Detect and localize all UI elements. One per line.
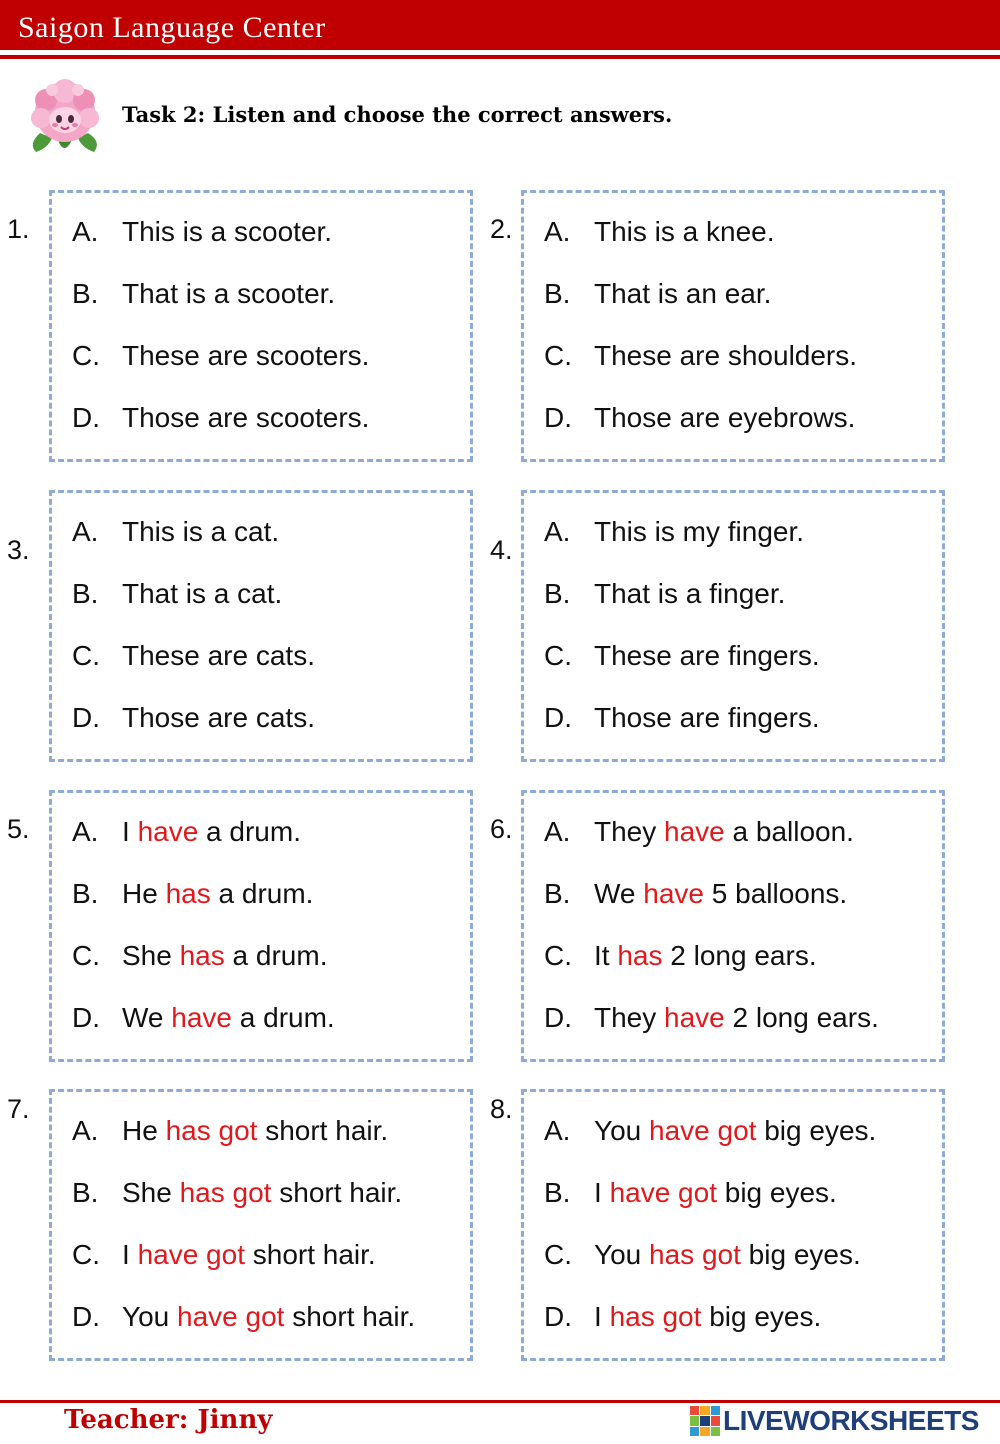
option-letter: A. xyxy=(544,216,571,247)
option-letter: B. xyxy=(544,278,571,309)
question-box xyxy=(521,1089,945,1361)
question-number: 2. xyxy=(490,214,513,244)
option-text: big eyes. xyxy=(756,1115,877,1146)
option-text: It xyxy=(594,940,618,971)
answer-option[interactable] xyxy=(544,1239,861,1271)
option-letter: C. xyxy=(72,1239,100,1270)
question-number: 7. xyxy=(7,1094,30,1124)
option-text: a drum. xyxy=(232,1002,335,1033)
option-letter: C. xyxy=(72,640,100,671)
answer-option[interactable] xyxy=(544,216,775,248)
question-number: 6. xyxy=(490,814,513,844)
answer-option[interactable] xyxy=(72,940,327,972)
option-text: short hair. xyxy=(257,1115,389,1146)
highlighted-verb: have xyxy=(137,816,199,847)
answer-option[interactable] xyxy=(544,578,785,610)
highlighted-verb: has got xyxy=(649,1239,741,1270)
option-text: We xyxy=(594,878,644,909)
option-letter: B. xyxy=(72,578,99,609)
option-text: This is a knee. xyxy=(594,216,775,247)
question-box xyxy=(49,790,473,1062)
option-letter: D. xyxy=(544,402,572,433)
highlighted-verb: have got xyxy=(137,1239,245,1270)
question-box xyxy=(49,190,473,462)
highlighted-verb: have xyxy=(171,1002,232,1033)
option-text: 2 long ears. xyxy=(662,940,817,971)
highlighted-verb: have got xyxy=(609,1177,717,1208)
answer-option[interactable] xyxy=(544,816,854,848)
option-letter: B. xyxy=(544,578,571,609)
option-text: That is a cat. xyxy=(122,578,283,609)
logo-text: LIVEWORKSHEETS xyxy=(723,1405,979,1436)
option-text: Those are fingers. xyxy=(594,702,820,733)
option-letter: D. xyxy=(544,1002,572,1033)
question-box xyxy=(49,1089,473,1361)
option-text: These are fingers. xyxy=(594,640,820,671)
option-letter: D. xyxy=(72,1002,100,1033)
option-text: That is an ear. xyxy=(594,278,772,309)
option-text: I xyxy=(594,1301,610,1332)
option-text: These are shoulders. xyxy=(594,340,858,371)
option-letter: A. xyxy=(72,1115,99,1146)
option-text: He xyxy=(122,878,166,909)
option-letter: A. xyxy=(544,516,571,547)
option-text: This is my finger. xyxy=(594,516,805,547)
option-letter: D. xyxy=(544,702,572,733)
answer-option[interactable] xyxy=(72,878,313,910)
option-letter: A. xyxy=(544,816,571,847)
answer-option[interactable] xyxy=(72,640,315,672)
option-text: I xyxy=(594,1177,610,1208)
highlighted-verb: has xyxy=(617,940,663,971)
option-text: short hair. xyxy=(271,1177,403,1208)
option-letter: B. xyxy=(544,1177,571,1208)
answer-option[interactable] xyxy=(72,1301,415,1333)
option-text: Those are eyebrows. xyxy=(594,402,856,433)
option-text: She xyxy=(122,940,180,971)
option-text: big eyes. xyxy=(740,1239,861,1270)
answer-option[interactable] xyxy=(544,702,820,734)
option-letter: D. xyxy=(544,1301,572,1332)
question-number: 5. xyxy=(7,814,30,844)
option-text: These are cats. xyxy=(122,640,315,671)
answer-option[interactable] xyxy=(544,878,847,910)
task-title: Task 2: Listen and choose the correct answers. xyxy=(122,102,673,127)
highlighted-verb: have xyxy=(664,816,725,847)
answer-option[interactable] xyxy=(544,1115,876,1147)
option-letter: D. xyxy=(72,1301,100,1332)
answer-option[interactable] xyxy=(72,702,315,734)
highlighted-verb: have xyxy=(664,1002,725,1033)
header-title: Saigon Language Center xyxy=(18,11,326,44)
option-text: a drum. xyxy=(198,816,301,847)
option-text: Those are cats. xyxy=(122,702,315,733)
highlighted-verb: has got xyxy=(609,1301,702,1332)
liveworksheets-logo-icon xyxy=(690,1404,979,1438)
highlighted-verb: have got xyxy=(649,1115,757,1146)
highlighted-verb: have xyxy=(643,878,704,909)
question-box xyxy=(49,490,473,762)
option-text: We xyxy=(122,1002,172,1033)
answer-option[interactable] xyxy=(544,516,804,548)
option-text: These are scooters. xyxy=(122,340,370,371)
option-letter: A. xyxy=(544,1115,571,1146)
answer-option[interactable] xyxy=(72,340,369,372)
answer-option[interactable] xyxy=(72,1177,402,1209)
answer-option[interactable] xyxy=(544,402,855,434)
option-letter: C. xyxy=(72,940,100,971)
option-letter: C. xyxy=(544,940,572,971)
option-letter: C. xyxy=(72,340,100,371)
option-text: I xyxy=(122,816,138,847)
option-text: This is a scooter. xyxy=(122,216,333,247)
option-text: short hair. xyxy=(244,1239,376,1270)
highlighted-verb: have got xyxy=(177,1301,285,1332)
answer-option[interactable] xyxy=(72,516,279,548)
option-letter: A. xyxy=(72,816,99,847)
option-letter: B. xyxy=(72,1177,99,1208)
option-text: a drum. xyxy=(224,940,328,971)
option-text: They xyxy=(594,816,665,847)
question-number: 3. xyxy=(7,535,30,565)
option-letter: B. xyxy=(544,878,571,909)
option-text: Those are scooters. xyxy=(122,402,370,433)
option-text: You xyxy=(122,1301,178,1332)
answer-option[interactable] xyxy=(72,278,335,310)
question-number: 4. xyxy=(490,535,513,565)
option-text: You xyxy=(594,1239,650,1270)
question-box xyxy=(521,490,945,762)
highlighted-verb: has got xyxy=(165,1115,258,1146)
flower-mascot-icon xyxy=(22,78,108,156)
answer-option[interactable] xyxy=(544,340,857,372)
question-box xyxy=(521,190,945,462)
footer-divider xyxy=(0,1400,1000,1403)
option-text: He xyxy=(122,1115,166,1146)
answer-option[interactable] xyxy=(544,1301,821,1333)
option-letter: B. xyxy=(72,878,99,909)
highlighted-verb: has xyxy=(179,940,225,971)
option-text: They xyxy=(594,1002,665,1033)
highlighted-verb: has got xyxy=(179,1177,272,1208)
option-text: big eyes. xyxy=(701,1301,822,1332)
option-letter: B. xyxy=(72,278,99,309)
option-text: I xyxy=(122,1239,138,1270)
option-text: That is a scooter. xyxy=(122,278,336,309)
answer-option[interactable] xyxy=(544,940,817,972)
option-text: 2 long ears. xyxy=(724,1002,879,1033)
option-letter: C. xyxy=(544,1239,572,1270)
answer-option[interactable] xyxy=(72,402,369,434)
option-text: That is a finger. xyxy=(594,578,786,609)
option-text: a drum. xyxy=(210,878,314,909)
question-number: 1. xyxy=(7,214,30,244)
option-letter: D. xyxy=(72,702,100,733)
answer-option[interactable] xyxy=(72,1239,376,1271)
answer-option[interactable] xyxy=(72,578,282,610)
answer-option[interactable] xyxy=(544,1002,879,1034)
option-text: short hair. xyxy=(284,1301,416,1332)
option-text: You xyxy=(594,1115,650,1146)
option-text: a balloon. xyxy=(724,816,854,847)
logo-cube-icon xyxy=(690,1406,720,1436)
answer-option[interactable] xyxy=(72,216,332,248)
answer-option[interactable] xyxy=(72,1115,388,1147)
option-text: big eyes. xyxy=(716,1177,837,1208)
option-letter: A. xyxy=(72,516,99,547)
teacher-label: Teacher: Jinny xyxy=(64,1405,273,1435)
option-letter: A. xyxy=(72,216,99,247)
option-text: She xyxy=(122,1177,180,1208)
option-letter: D. xyxy=(72,402,100,433)
highlighted-verb: has xyxy=(165,878,211,909)
answer-option[interactable] xyxy=(544,640,820,672)
header-divider xyxy=(0,55,1000,59)
answer-option[interactable] xyxy=(544,278,771,310)
option-letter: C. xyxy=(544,340,572,371)
option-letter: C. xyxy=(544,640,572,671)
answer-option[interactable] xyxy=(72,816,301,848)
answer-option[interactable] xyxy=(72,1002,335,1034)
answer-option[interactable] xyxy=(544,1177,837,1209)
option-text: 5 balloons. xyxy=(704,878,848,909)
question-number: 8. xyxy=(490,1094,513,1124)
question-box xyxy=(521,790,945,1062)
option-text: This is a cat. xyxy=(122,516,280,547)
